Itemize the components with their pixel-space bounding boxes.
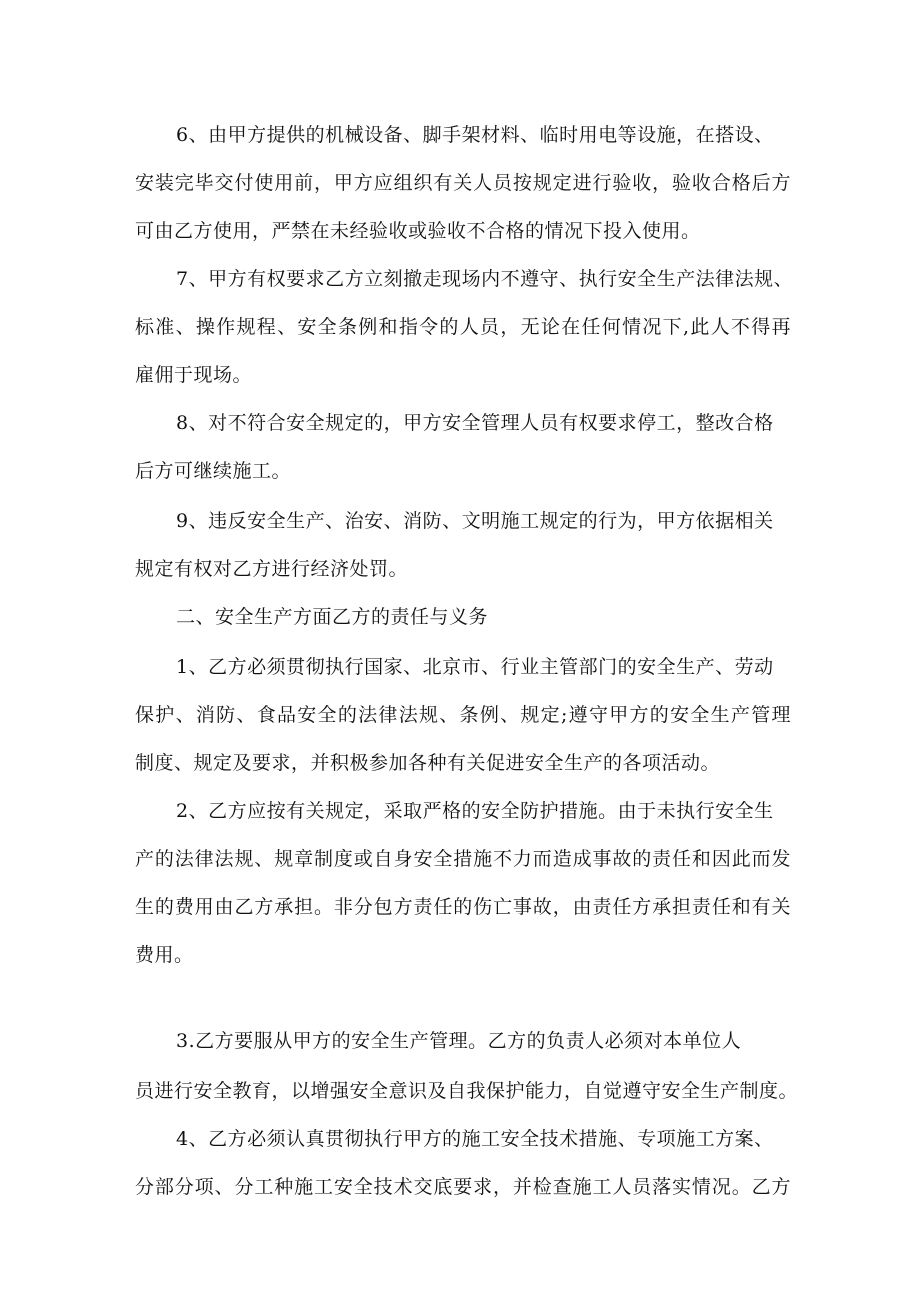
- item-4-line-1: 4、乙方必须认真贯彻执行甲方的施工安全技术措施、专项施工方案、: [176, 1128, 774, 1150]
- item-3-line-1: 3.乙方要服从甲方的安全生产管理。乙方的负责人必须对本单位人: [176, 1030, 742, 1052]
- item-1-line-2: 保护、消防、食品安全的法律法规、条例、规定;遵守甲方的安全生产管理: [135, 704, 791, 726]
- paragraph-6-line-2: 安装完毕交付使用前，甲方应组织有关人员按规定进行验收，验收合格后方: [135, 172, 791, 194]
- paragraph-7-line-3: 雇佣于现场。: [135, 364, 253, 386]
- paragraph-7-line-1: 7、甲方有权要求乙方立刻撤走现场内不遵守、执行安全生产法律法规、: [176, 268, 794, 290]
- paragraph-6-line-3: 可由乙方使用，严禁在未经验收或验收不合格的情况下投入使用。: [135, 220, 701, 242]
- item-1-line-3: 制度、规定及要求，并积极参加各种有关促进安全生产的各项活动。: [135, 752, 721, 774]
- paragraph-7-line-2: 标准、操作规程、安全条例和指令的人员，无论在任何情况下,此人不得再: [135, 316, 791, 338]
- item-4-line-2: 分部分项、分工种施工安全技术交底要求，并检查施工人员落实情况。乙方: [135, 1176, 791, 1198]
- paragraph-6-line-1: 6、由甲方提供的机械设备、脚手架材料、临时用电等设施，在搭设、: [176, 124, 774, 146]
- item-2-line-4: 费用。: [135, 944, 194, 966]
- item-2-line-3: 生的费用由乙方承担。非分包方责任的伤亡事故，由责任方承担责任和有关: [135, 896, 791, 918]
- paragraph-8-line-1: 8、对不符合安全规定的，甲方安全管理人员有权要求停工，整改合格: [176, 412, 774, 434]
- section-heading-2: 二、安全生产方面乙方的责任与义务: [176, 606, 489, 628]
- item-2-line-1: 2、乙方应按有关规定，采取严格的安全防护措施。由于未执行安全生: [176, 800, 774, 822]
- item-1-line-1: 1、乙方必须贯彻执行国家、北京市、行业主管部门的安全生产、劳动: [176, 656, 774, 678]
- paragraph-9-line-1: 9、违反安全生产、治安、消防、文明施工规定的行为，甲方依据相关: [176, 510, 774, 532]
- item-2-line-2: 产的法律法规、规章制度或自身安全措施不力而造成事故的责任和因此而发: [135, 848, 791, 870]
- paragraph-9-line-2: 规定有权对乙方进行经济处罚。: [135, 558, 409, 580]
- item-3-line-2: 员进行安全教育，以增强安全意识及自我保护能力，自觉遵守安全生产制度。: [135, 1080, 799, 1102]
- paragraph-8-line-2: 后方可继续施工。: [135, 460, 292, 482]
